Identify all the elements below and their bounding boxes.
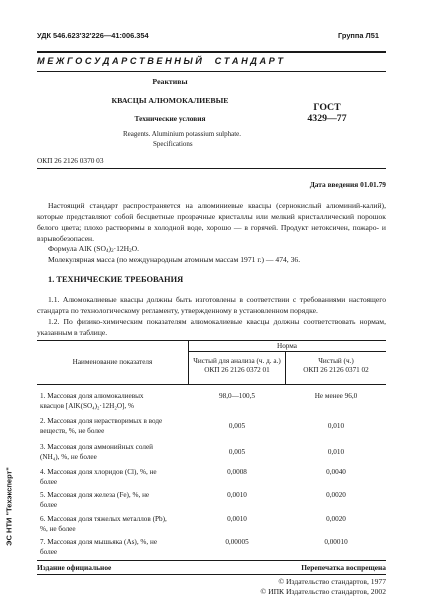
table-row [40,442,188,462]
row-value-pure-analysis: 0,0010 [227,515,247,523]
row-value-pure: 0,00010 [324,538,348,546]
section-heading: 1. ТЕХНИЧЕСКИЕ ТРЕБОВАНИЯ [48,275,184,284]
row-value-pure: 0,0040 [326,468,346,476]
group-code: Группа Л51 [338,31,379,40]
english-title-line2: Specifications [153,140,193,148]
row-label-line: квасцов [AlK(SO₄)₂·12H₂O], % [40,402,135,410]
header-grade-pure [286,357,386,375]
banner-title: М Е Ж Г О С У Д А Р С Т В Е Н Н Ы Й С Т А Н Д А Р Т [37,56,283,66]
row-label-line: 6. Массовая доля тяжелых металлов (Pb), [40,515,167,523]
row-value-pure-analysis: 0,0010 [227,491,247,499]
row-label-line: более [40,548,58,556]
header-grade-pure-name: Чистый (ч.) [318,357,354,365]
molecular-mass: Молекулярная масса (по международным атомным массам 1971 г.) — 474, 36. [48,255,301,264]
intro-paragraph: Настоящий стандарт распространяется на алюминиевые квасцы (сернокислый алюминий-калий), которые представляют собой бесцветные прозрачные кристаллы или мелкий кристаллический порошок белого цвета; плохо растворимы в холодной воде, хорошо — в горячей. Продукт нетоксичен, пожаро- и взрывобезопасен. [37,201,386,243]
footer-rule [37,574,386,575]
table-norm-rule [188,351,386,352]
okp-code: ОКП 26 2126 0370 03 [37,156,104,165]
header-grade-pure-analysis-okp: ОКП 26 2126 0372 01 [204,366,270,374]
okp-rule [37,168,386,169]
english-title [123,129,241,149]
row-label-line: 7. Массовая доля мышьяка (As), %, не [40,538,158,546]
header-grade-pure-okp: ОКП 26 2126 0371 02 [303,366,369,374]
banner-top-rule [37,51,386,53]
formula-prefix: Формула AlK (SO [48,244,107,253]
official-edition: Издание официальное [37,563,112,572]
side-stamp [2,450,16,570]
banner-bottom-rule [37,71,386,72]
gost-word: ГОСТ [313,102,341,113]
table-bottom-rule [37,560,386,561]
formula-sub2: 2 [111,249,114,254]
row-label-line: 2. Массовая доля нерастворимых в воде [40,417,163,425]
row-value-pure: 0,0020 [326,515,346,523]
formula-end: O. [131,244,140,253]
row-label-line: более [40,478,58,486]
header-grade-pure-analysis [189,357,285,375]
table-row [40,391,188,411]
row-label-line: 4. Массовая доля хлоридов (Cl), %, не [40,468,157,476]
document-subtitle: Технические условия [134,114,206,123]
udk-code: УДК 546.623'32'226—41:006.354 [37,31,149,40]
table-header-rule [37,384,386,385]
header-norm: Норма [277,342,297,350]
intro-date: Дата введения 01.01.79 [309,180,386,189]
row-value-pure: Не менее 96,0 [314,392,358,400]
table-row [40,467,188,487]
row-value-pure: 0,0020 [326,491,346,499]
table-row [40,537,188,557]
row-value-pure-analysis: 0,00005 [225,538,249,546]
row-label-line: (NH₄), %, не более [40,453,97,461]
row-label-line: %, не более [40,525,76,533]
gost-number: 4329—77 [307,113,347,124]
row-label-line: 1. Массовая доля алюмокалиевых [40,392,144,400]
header-indicator-name: Наименование показателя [72,358,153,366]
paragraph-1-2: 1.2. По физико-химическим показателям алюмокалиевые квасцы должны соответствовать нормам, указанным в таблице. [37,317,386,337]
row-value-pure-analysis: 0,005 [228,422,246,430]
table-row [40,490,188,510]
category-label: Реактивы [152,77,188,86]
row-value-pure: 0,010 [327,422,345,430]
document-name: КВАСЦЫ АЛЮМОКАЛИЕВЫЕ [111,96,229,105]
row-label-line: 5. Массовая доля железа (Fe), %, не [40,491,150,499]
paragraph-1-1: 1.1. Алюмокалиевые квасцы должны быть изготовлены в соответствии с требованиями настоящего стандарта по технологическому регламенту, утвержденному в установленном порядке. [37,295,386,315]
row-label-line: веществ, %, не более [40,427,105,435]
copyright-2002: © ИПК Издательство стандартов, 2002 [260,587,386,596]
table-row [40,416,188,436]
row-label-line: 3. Массовая доля аммонийных солей [40,443,153,451]
copyright-block [240,577,386,597]
table-row [40,514,188,534]
row-value-pure-analysis: 0,0008 [227,468,247,476]
formula-suffix: ·12H [113,244,130,253]
formula-sub3: 2 [129,249,132,254]
copyright-1977: © Издательство стандартов, 1977 [278,577,386,586]
formula-mid: ) [108,244,112,253]
reprint-prohibited: Перепечатка воспрещена [301,563,386,572]
side-stamp-text: ЭС НТИ "Техэксперт" [4,467,14,546]
row-value-pure-analysis: 0,005 [228,448,246,456]
header-grade-pure-analysis-name: Чистый для анализа (ч. д. а.) [193,357,281,365]
row-value-pure-analysis: 98,0—100,5 [219,392,255,400]
formula-sub1: 4 [106,249,109,254]
row-value-pure: 0,010 [327,448,345,456]
gost-label [292,102,362,124]
english-title-line1: Reagents. Aluminium potassium sulphate. [123,130,242,138]
row-label-line: более [40,501,58,509]
